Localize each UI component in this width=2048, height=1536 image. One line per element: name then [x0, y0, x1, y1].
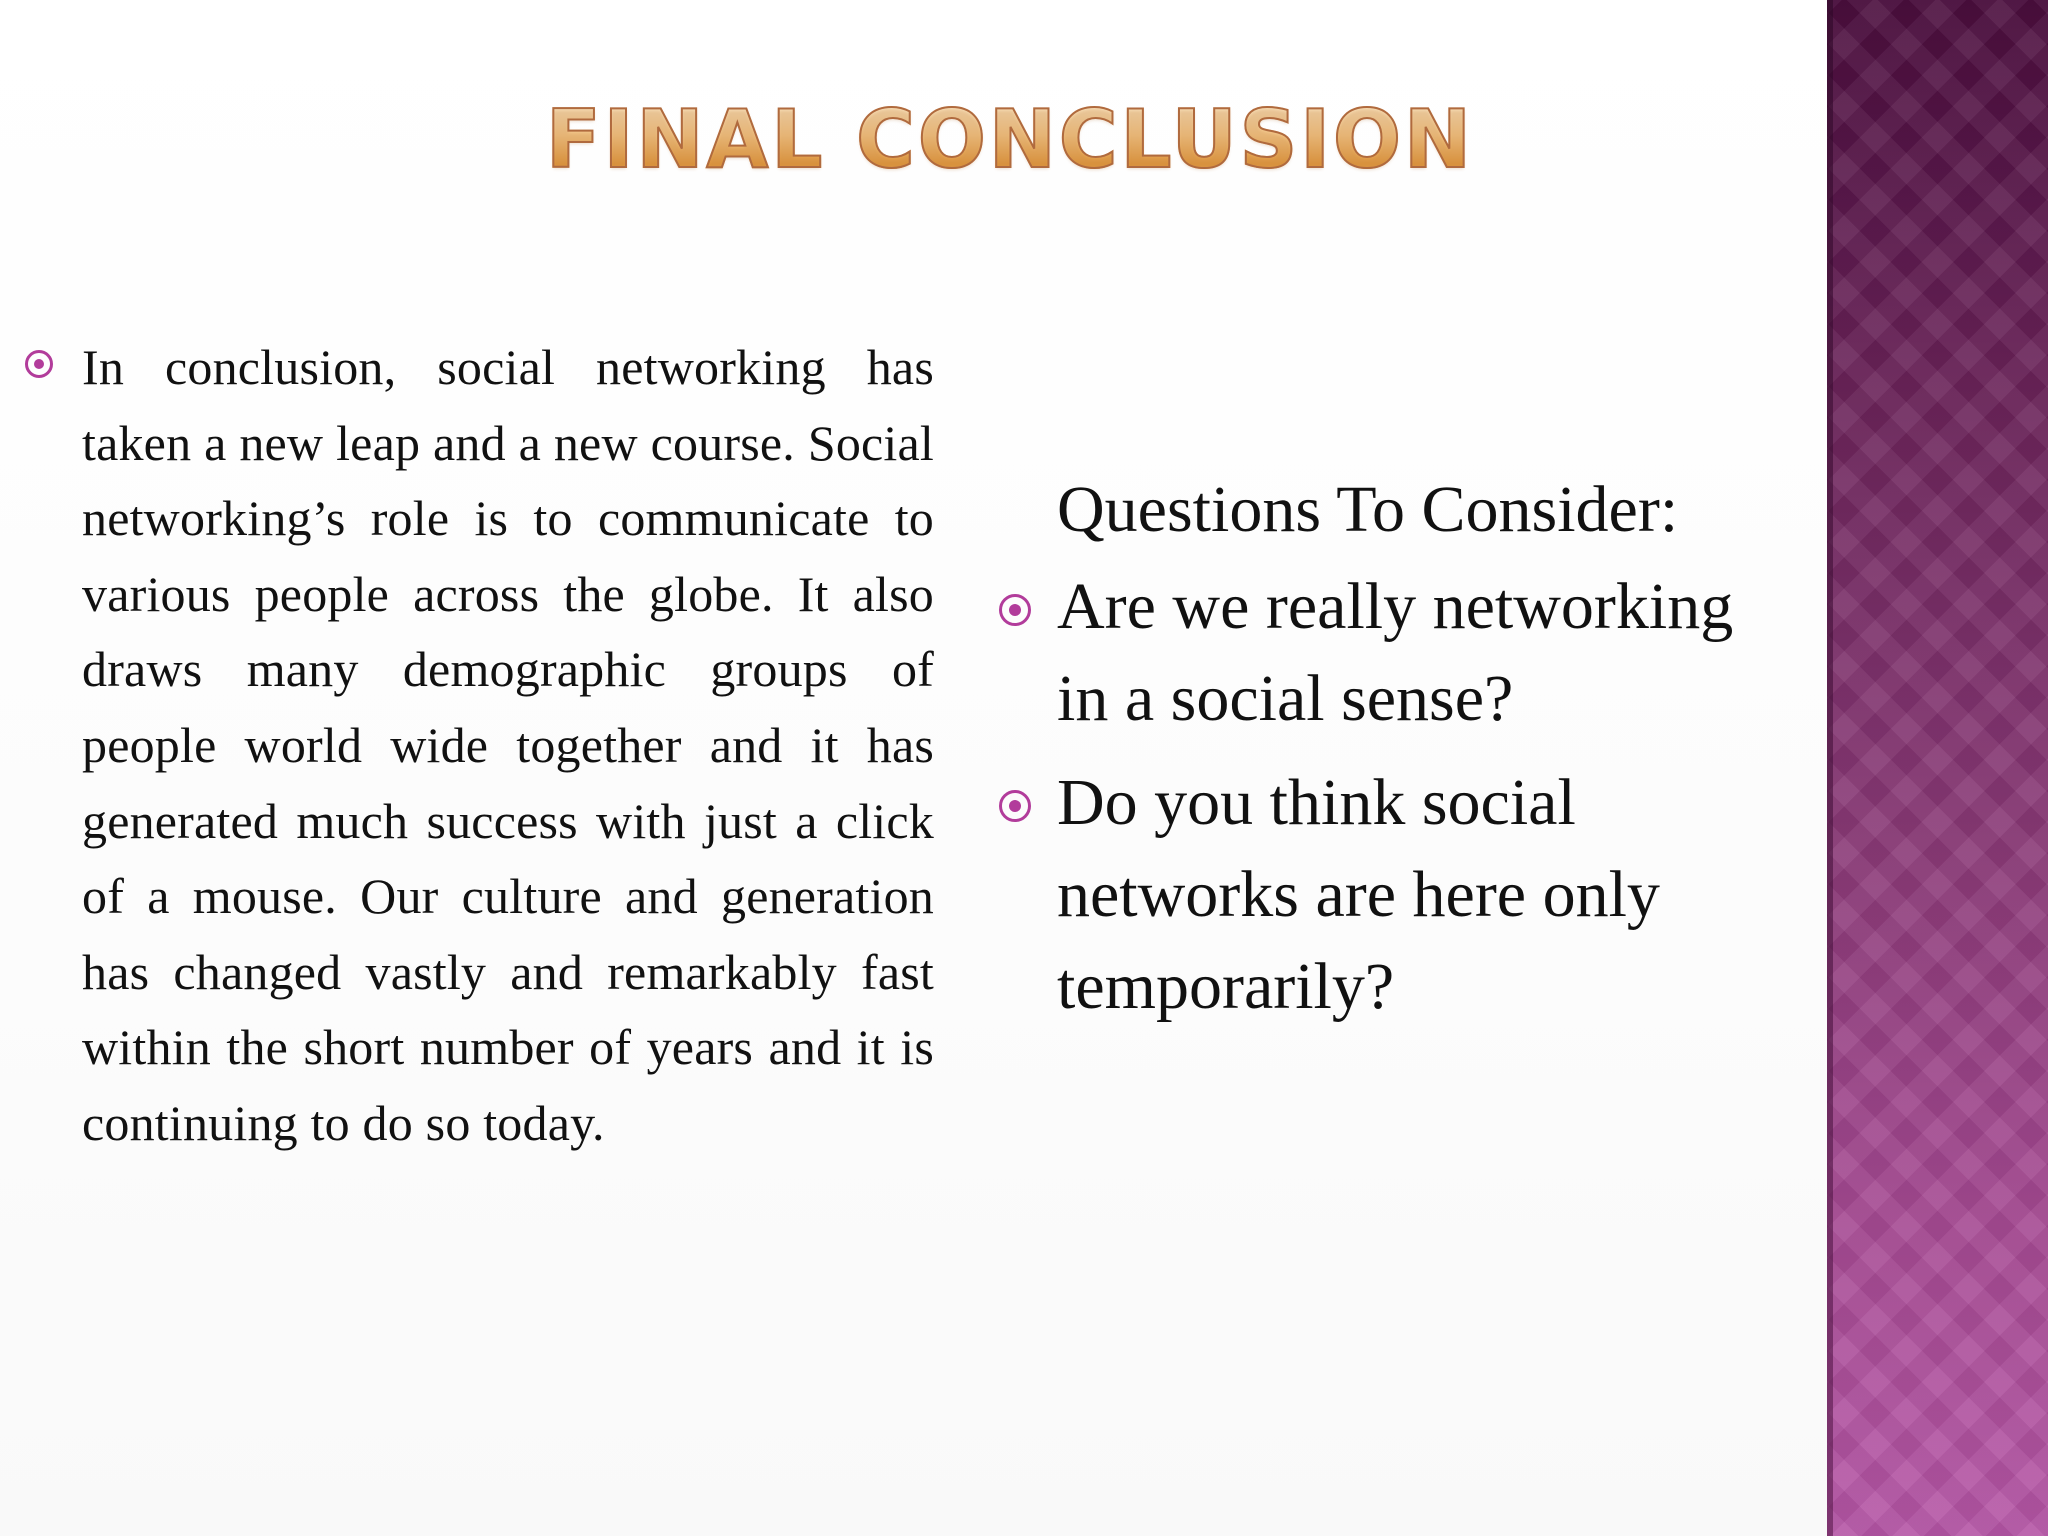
question-text: Do you think social networks are here only temporarily? [1057, 766, 1660, 1023]
question-item [995, 561, 1795, 745]
conclusion-block [22, 330, 934, 1162]
circle-dot-bullet-icon [25, 350, 53, 378]
question-item [995, 757, 1795, 1033]
questions-block [995, 465, 1795, 1045]
question-text: Are we really networking in a social sense? [1057, 570, 1734, 735]
circle-dot-bullet-icon [999, 594, 1031, 626]
slide-title: FINAL CONCLUSION [540, 92, 1480, 188]
questions-heading: Questions To Consider: [1057, 473, 1679, 546]
decorative-side-band [1827, 0, 2048, 1536]
circle-dot-bullet-icon [999, 790, 1031, 822]
conclusion-paragraph: In conclusion, social networking has taken a new leap and a new course. Social networking’s role is to communicate to various people across the globe. It also draws many demographic groups of people world wide together and it has generated much success with just a click of a mouse. Our culture and generation has changed vastly and remarkably fast within the short number of years and it is continuing to do so today. [82, 339, 934, 1151]
